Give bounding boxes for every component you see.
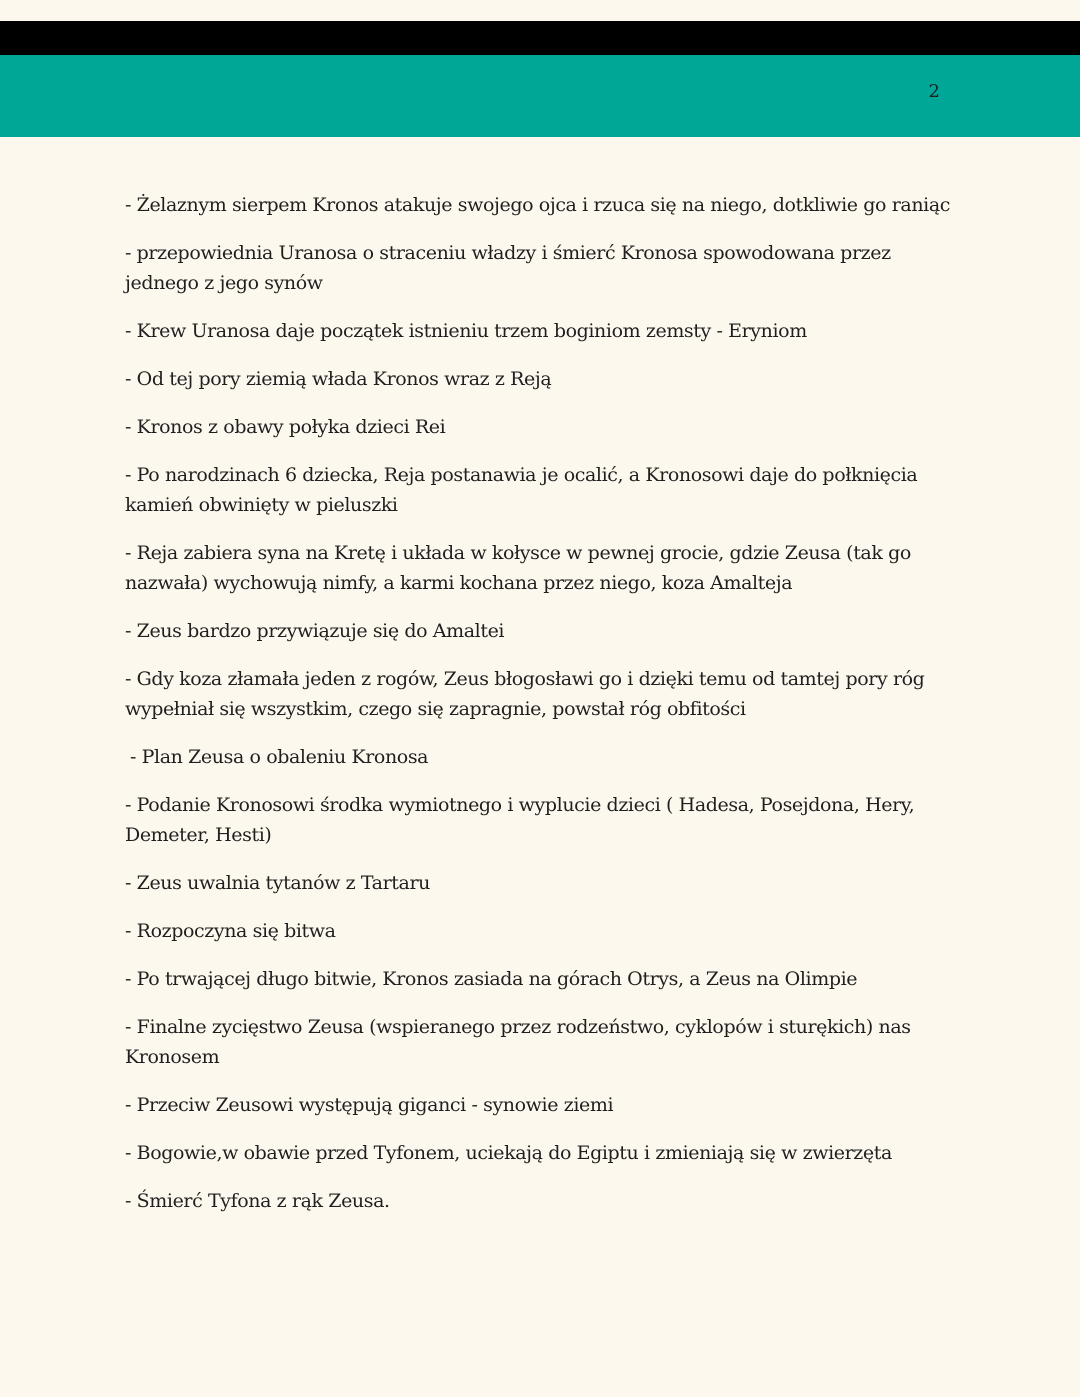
note-item: - Plan Zeusa o obaleniu Kronosa (130, 746, 429, 768)
note-item: - Rozpoczyna się bitwa (125, 920, 336, 942)
note-item: - przepowiednia Uranosa o straceniu władzy i śmierć Kronosa spowodowana przez jednego z jego synów (125, 242, 891, 294)
note-item: - Żelaznym sierpem Kronos atakuje swojego ojca i rzuca się na niego, dotkliwie go raniąc (125, 194, 950, 216)
header-black-bar (0, 21, 1080, 55)
note-item: - Zeus bardzo przywiązuje się do Amaltei (125, 620, 505, 642)
note-item: - Finalne zycięstwo Zeusa (wspieranego przez rodzeństwo, cyklopów i sturękich) nas Kronosem (125, 1016, 911, 1068)
note-item: - Śmierć Tyfona z rąk Zeusa. (125, 1190, 390, 1212)
note-item: - Od tej pory ziemią włada Kronos wraz z Reją (125, 368, 552, 390)
header-teal-bar (0, 55, 1080, 137)
note-item: - Gdy koza złamała jeden z rogów, Zeus błogosławi go i dzięki temu od tamtej pory róg wypełniał się wszystkim, czego się zapragnie, powstał róg obfitości (125, 668, 925, 720)
note-item: - Po trwającej długo bitwie, Kronos zasiada na górach Otrys, a Zeus na Olimpie (125, 968, 858, 990)
note-item: - Bogowie,w obawie przed Tyfonem, uciekają do Egiptu i zmieniają się w zwierzęta (125, 1142, 892, 1164)
note-item: - Przeciw Zeusowi występują giganci - synowie ziemi (125, 1094, 614, 1116)
note-item: - Krew Uranosa daje początek istnieniu trzem boginiom zemsty - Eryniom (125, 320, 807, 342)
top-margin (0, 0, 1080, 21)
note-item: - Podanie Kronosowi środka wymiotnego i wyplucie dzieci ( Hadesa, Posejdona, Hery, Demeter, Hesti) (125, 794, 915, 846)
notes-list (125, 190, 955, 1234)
page-number: 2 (928, 81, 940, 102)
note-item: - Po narodzinach 6 dziecka, Reja postanawia je ocalić, a Kronosowi daje do połknięcia kamień obwinięty w pieluszki (125, 464, 918, 516)
note-item: - Zeus uwalnia tytanów z Tartaru (125, 872, 430, 894)
note-item: - Kronos z obawy połyka dzieci Rei (125, 416, 446, 438)
note-item: - Reja zabiera syna na Kretę i układa w kołysce w pewnej grocie, gdzie Zeusa (tak go nazwała) wychowują nimfy, a karmi kochana przez niego, koza Amalteja (125, 542, 911, 594)
